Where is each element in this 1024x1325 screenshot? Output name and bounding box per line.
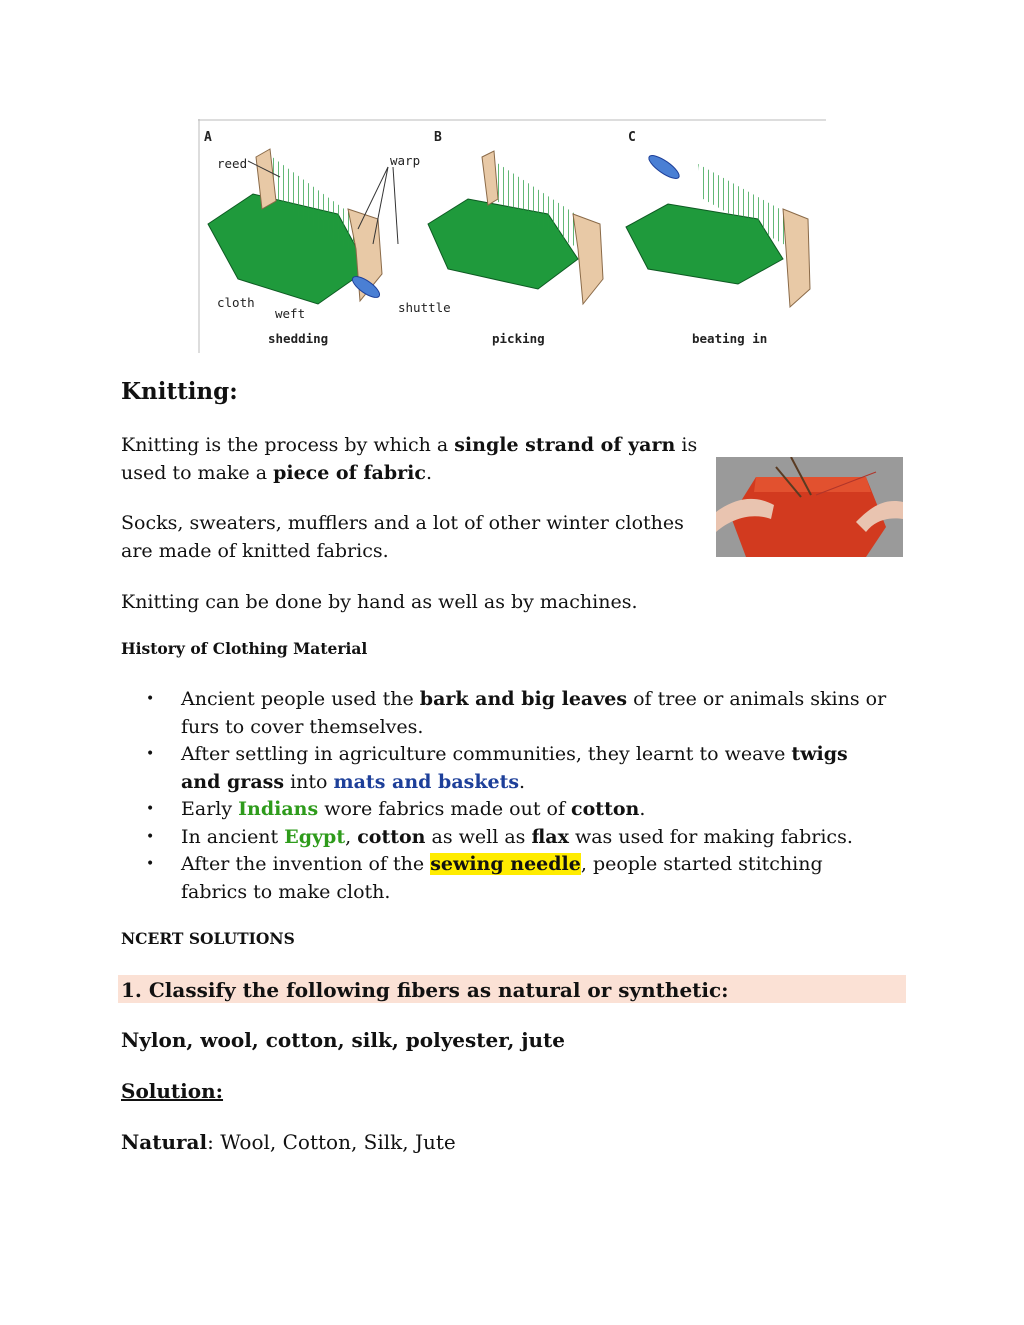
fiber-list: Nylon, wool, cotton, silk, polyester, jute [121,1028,566,1052]
panel-letter-a: A [204,130,212,145]
natural-values: : Wool, Cotton, Silk, Jute [207,1130,456,1154]
label-warp: warp [390,153,421,168]
label-shuttle: shuttle [398,300,451,315]
label-reed: reed [217,156,248,171]
knitting-photo [716,457,903,557]
label-cloth: cloth [217,295,255,310]
list-item: • Early Indians wore fabrics made out of cotton. [120,796,914,824]
history-list [120,686,914,906]
solution-label: Solution: [121,1079,224,1103]
panel-c [626,130,810,346]
knitting-heading: Knitting: [121,378,238,405]
list-item: • Ancient people used the bark and big leaves of tree or animals skins or furs to cover themselves. [120,686,914,741]
knitting-definition: Knitting is the process by which a single strand of yarn is used to make a piece of fabric. [121,434,698,484]
panel-a [204,130,451,346]
list-item: • After settling in agriculture communities, they learnt to weave twigs and grass into mats and baskets. [120,741,914,796]
knitting-examples: Socks, sweaters, mufflers and a lot of other winter clothes are made of knitted fabrics. [121,512,684,562]
natural-label: Natural [121,1130,208,1154]
panel-letter-b: B [434,130,442,145]
highlighted-term: sewing needle [430,853,581,875]
panel-letter-c: C [628,130,636,145]
caption-shedding: shedding [268,331,329,346]
reed-frame-c [783,209,810,307]
panel-b [428,130,603,346]
loom-weaving-figure [198,119,826,353]
list-item: • After the invention of the sewing needle, people started stitching fabrics to make cloth. [120,851,914,906]
shuttle-c [646,152,682,182]
knitting-methods: Knitting can be done by hand as well as by machines. [121,591,638,613]
loom-diagram [198,119,826,353]
list-item: • In ancient Egypt, cotton as well as flax was used for making fabrics. [120,824,914,852]
natural-answer [121,1128,456,1156]
caption-beating-in: beating in [692,331,768,346]
ncert-heading: NCERT SOLUTIONS [121,929,295,948]
knitting-illustration [716,457,903,557]
question-1: 1. Classify the following fibers as natural or synthetic: [121,978,729,1002]
label-weft: weft [275,306,306,321]
caption-picking: picking [492,331,545,346]
history-heading: History of Clothing Material [121,639,368,658]
